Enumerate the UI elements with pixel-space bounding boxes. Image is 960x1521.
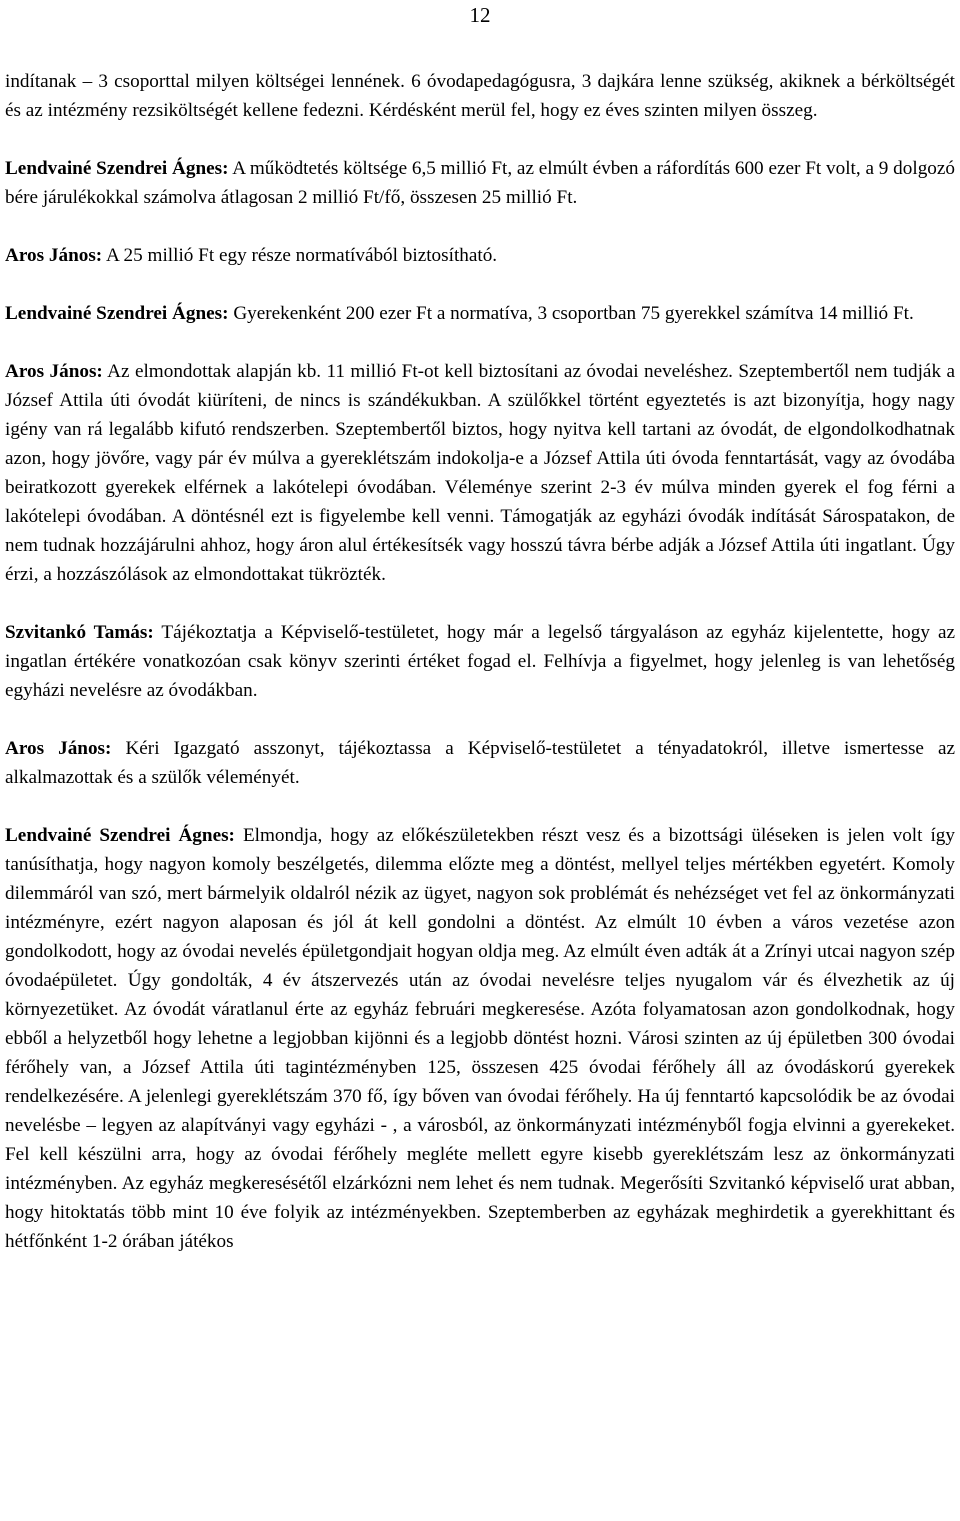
paragraph-text: Tájékoztatja a Képviselő-testületet, hogy már a legelső tárgyaláson az egyház kijelentette, hogy az ingatlan értékére vonatkozóan csak könyv szerinti értéket fogad el. Felhívja a figyelmet, hogy jelenleg is van lehetőség egyházi nevelésre az óvodákban. <box>5 622 955 701</box>
paragraph <box>5 357 955 589</box>
paragraph-text: A működtetés költsége 6,5 millió Ft, az elmúlt évben a ráfordítás 600 ezer Ft volt, a 9 dolgozó bére járulékokkal számolva átlagosan 2 millió Ft/fő, összesen 25 millió Ft. <box>5 158 955 208</box>
paragraph <box>5 618 955 705</box>
speaker-name: Aros János: <box>5 738 112 759</box>
page-number: 12 <box>469 3 491 27</box>
paragraph <box>5 734 955 792</box>
speaker-name: Lendvainé Szendrei Ágnes: <box>5 303 229 324</box>
paragraph <box>5 299 955 328</box>
speaker-name: Lendvainé Szendrei Ágnes: <box>5 825 235 846</box>
paragraph <box>5 241 955 270</box>
paragraph-text: Kéri Igazgató asszonyt, tájékoztassa a Képviselő-testületet a tényadatokról, illetve ismertesse az alkalmazottak és a szülők véleményét. <box>5 738 955 788</box>
speaker-name: Aros János: <box>5 361 103 382</box>
paragraph <box>5 821 955 1256</box>
paragraph-text: indítanak – 3 csoporttal milyen költségei lennének. 6 óvodapedagógusra, 3 dajkára lenne szükség, akiknek a bérköltségét és az intézmény rezsiköltségét kellene fedezni. Kérdésként merül fel, hogy ez éves szinten milyen összeg. <box>5 71 955 121</box>
speaker-name: Aros János: <box>5 245 103 266</box>
speaker-name: Lendvainé Szendrei Ágnes: <box>5 158 229 179</box>
paragraph <box>5 154 955 212</box>
paragraph-text: Gyerekenként 200 ezer Ft a normatíva, 3 csoportban 75 gyerekkel számítva 14 millió Ft. <box>233 303 914 324</box>
paragraph <box>5 67 955 125</box>
paragraph-text: A 25 millió Ft egy része normatívából biztosítható. <box>105 245 498 266</box>
document-body <box>5 67 955 1256</box>
speaker-name: Szvitankó Tamás: <box>5 622 154 643</box>
paragraph-text: Az elmondottak alapján kb. 11 millió Ft-ot kell biztosítani az óvodai neveléshez. Szeptembertől nem tudják a József Attila úti óvodát kiüríteni, de nincs is szándékukban. A szülőkkel történt egyeztetés is azt bizonyítja, hogy nagy igény van rá legalább kifutó rendszerben. Szeptembertől biztos, hogy nyitva kell tartani az óvodát, de elgondolkodhatnak azon, hogy jövőre, vagy pár év múlva a gyereklétszám indokolja-e a József Attila úti óvoda fenntartását, vagy az óvodába beiratkozott gyerekek elférnek a lakótelepi óvodában. Véleménye szerint 2-3 év múlva minden gyerek el fog férni a lakótelepi óvodában. A döntésnél ezt is figyelembe kell venni. Támogatják az egyházi óvodák indítását Sárospatakon, de nem tudnak hozzájárulni ahhoz, hogy áron alul értékesítsék vagy hosszú távra bérbe adják a József Attila úti ingatlant. Úgy érzi, a hozzászólások az elmondottakat tükrözték. <box>5 361 955 585</box>
paragraph-text: Elmondja, hogy az előkészületekben részt vesz és a bizottsági üléseken is jelen volt így tanúsíthatja, hogy nagyon komoly beszélgetés, dilemma előzte meg a döntést, mellyel teljes mértékben egyetért. Komoly dilemmáról van szó, mert bármelyik oldalról nézik az ügyet, nagyon sok problémát és nehézséget vet fel az önkormányzati intézményre, ezért nagyon alaposan és jól át kell gondolni a döntést. Az elmúlt 10 évben a város vezetése azon gondolkodott, hogy az óvodai nevelés épületgondjait hogyan oldja meg. Az elmúlt éven adták át a Zrínyi utcai nagyon szép óvodaépületet. Úgy gondolták, 4 év átszervezés után az óvodai nevelésre teljes nyugalom vár és élvezhetik az új környezetüket. Az óvodát váratlanul érte az egyház februári megkeresése. Azóta folyamatosan azon gondolkodnak, hogy ebből a helyzetből hogy lehetne a legjobban kijönni és a legjobb döntést hozni. Városi szinten az új épületben 300 óvodai férőhely van, a József Attila úti tagintézményben 125, összesen 425 óvodai férőhely áll az óvodáskorú gyerekek rendelkezésére. A jelenlegi gyereklétszám 370 fő, így bőven van óvodai férőhely. Ha új fenntartó kapcsolódik be az óvodai nevelésbe – legyen az alapítványi vagy egyházi - , a városból, az önkormányzati intézményből fogja elvinni a gyerekeket. Fel kell készülni arra, hogy az óvodai férőhely megléte mellett egyre kisebb gyereklétszám lesz az önkormányzati intézményben. Az egyház megkeresésétől elzárkózni nem lehet és nem tudnak. Megerősíti Szvitankó képviselő urat abban, hogy hitoktatás több mint 10 éve folyik az intézményekben. Szeptemberben az egyházak meghirdetik a gyerekhittant és hétfőnként 1-2 órában játékos <box>5 825 955 1252</box>
